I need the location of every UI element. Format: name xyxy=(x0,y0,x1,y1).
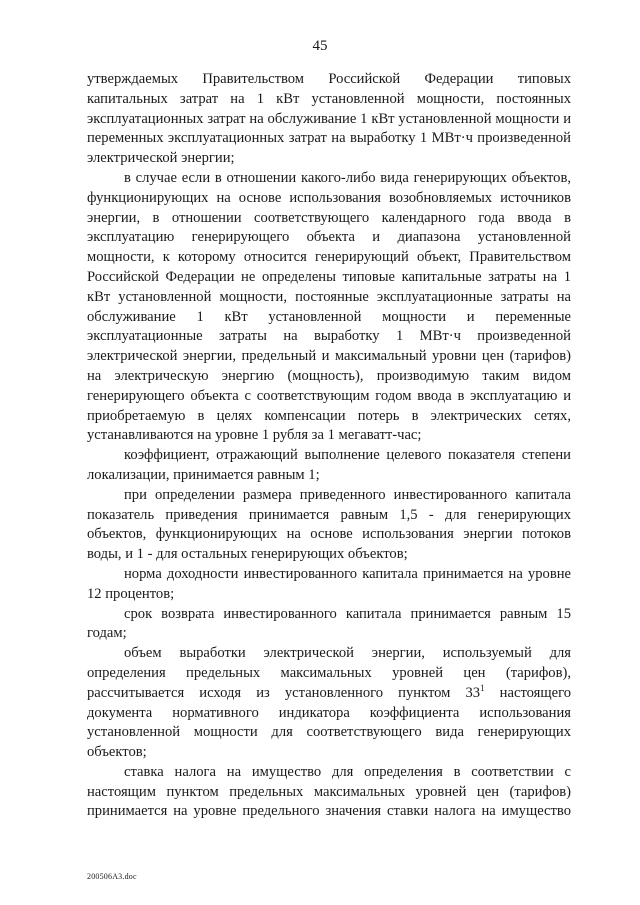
document-file-code: 200506A3.doc xyxy=(87,872,137,881)
paragraph-output-volume xyxy=(87,644,571,763)
paragraph-return-rate: норма доходности инвестированного капитала принимается на уровне 12 процентов; xyxy=(87,565,571,602)
superscript-index: 1 xyxy=(480,682,485,693)
page-number: 45 xyxy=(312,38,328,54)
paragraph-output-volume-text-after: настоящего документа нормативного индикатора коэффициента использования установленной мощности для соответствующего вида генерирующих объектов; xyxy=(87,684,571,761)
document-body xyxy=(87,70,571,822)
paragraph-generating-objects: в случае если в отношении какого-либо вида генерирующих объектов, функционирующих на основе использования возобновляемых источников энергии, в отношении соответствующего календарного года ввода в эксплуатацию генерирующего объекта и диапазона установленной мощности, к которому относится генерирующий объект, Правительством Российской Федерации не определены типовые капитальные затраты на 1 кВт установленной мощности, постоянные эксплуатационные затраты на обслуживание 1 кВт установленной мощности и переменные эксплуатационные затраты на выработку 1 МВт·ч произведенной электрической энергии, предельный и максимальный уровни цен (тарифов) на электрическую энергию (мощность), производимую таким видом генерирующего объекта с соответствующим годом ввода в эксплуатацию и приобретаемую в целях компенсации потерь в электрических сетях, устанавливаются на уровне 1 рубля за 1 мегаватт-час; xyxy=(87,169,571,444)
paragraph-localization-coefficient: коэффициент, отражающий выполнение целевого показателя степени локализации, принимается равным 1; xyxy=(87,447,571,483)
paragraph-continuation: утверждаемых Правительством Российской Федерации типовых капитальных затрат на 1 кВт установленной мощности, постоянных эксплуатационных затрат на обслуживание 1 кВт установленной мощности и переменных эксплуатационных затрат на выработку 1 МВт·ч произведенной электрической энергии; xyxy=(87,71,571,167)
paragraph-property-tax: ставка налога на имущество для определения в соответствии с настоящим пунктом предельных максимальных уровней цен (тарифов) принимается на уровне предельного значения ставки налога на имущество xyxy=(87,763,571,820)
paragraph-invested-capital: при определении размера приведенного инвестированного капитала показатель приведения принимается равным 1,5 - для генерирующих объектов, функционирующих на основе использования энергии потоков воды, и 1 - для остальных генерирующих объектов; xyxy=(87,486,571,563)
paragraph-return-period: срок возврата инвестированного капитала принимается равным 15 годам; xyxy=(87,605,571,642)
paragraph-output-volume-text-before: объем выработки электрической энергии, используемый для определения предельных максимальных уровней цен (тарифов), рассчитывается исходя из установленного пунктом 33 xyxy=(87,645,571,701)
